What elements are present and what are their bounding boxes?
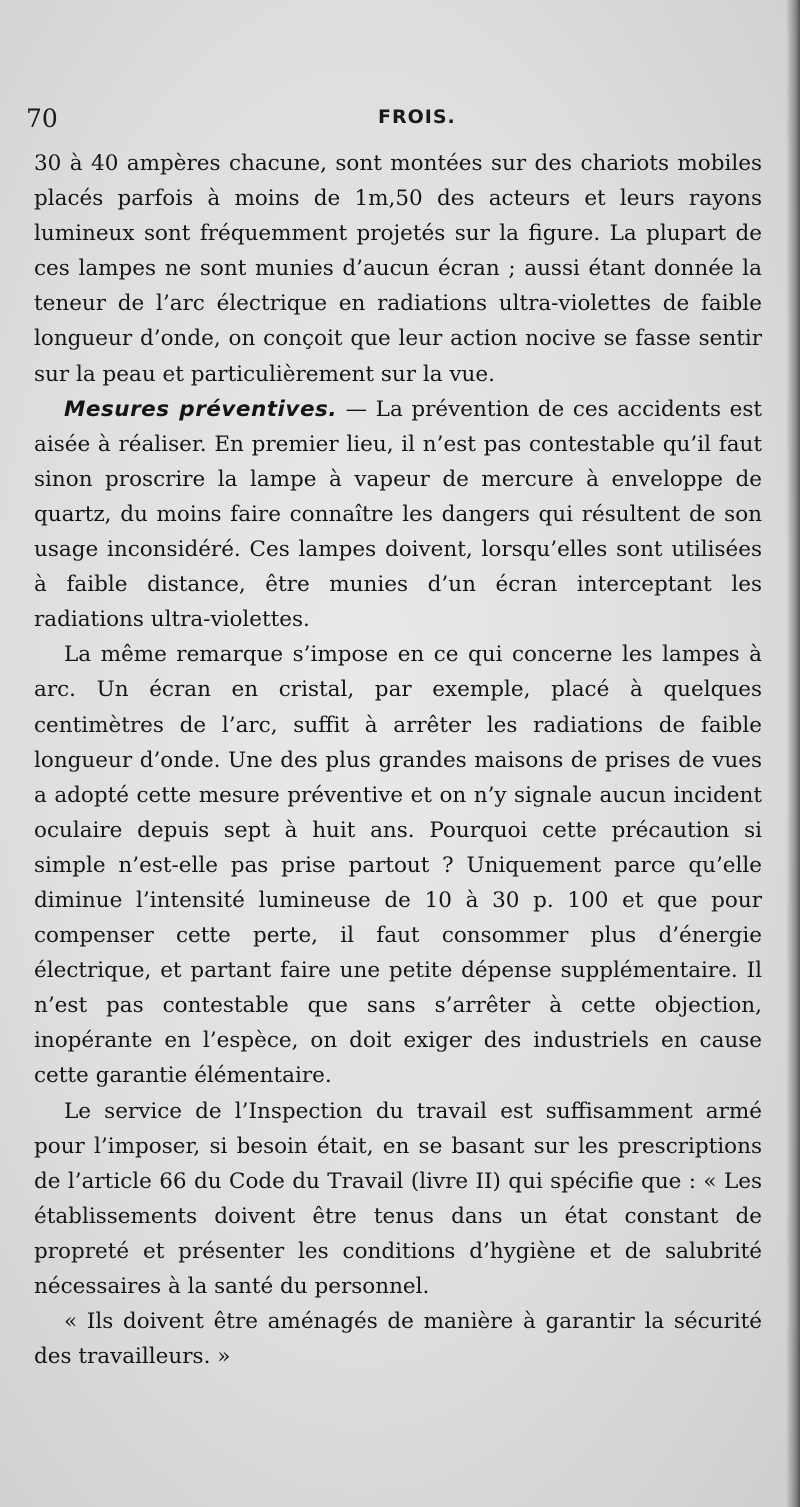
paragraph-text: 30 à 40 ampères chacune, sont montées sur des chariots mobiles placés parfois à moins de 1m,50 des acteurs et leurs rayons lumineux sont fréquemment projetés sur la figure. La plupart de ces lampes ne sont munies d’aucun écran ; aussi étant donnée la teneur de l’arc électrique en radiations ultra-violettes de faible longueur d’onde, on conçoit que leur action nocive se fasse sentir sur la peau et particulièrement sur la vue. <box>34 151 762 387</box>
running-head: FROIS. <box>378 106 456 128</box>
page-edge-shadow <box>786 0 800 1507</box>
paragraph-text: — La prévention de ces accidents est aisée à réaliser. En premier lieu, il n’est pas contestable qu’il faut sinon proscrire la lampe à vapeur de mercure à enveloppe de quartz, du moins faire connaître les dangers qui résultent de son usage inconsidéré. Ces lampes doivent, lorsqu’elles sont utilisées à faible distance, être munies d’un écran interceptant les radiations ultra-violettes. <box>34 396 762 633</box>
section-lead-in: Mesures préventives. <box>64 396 337 422</box>
body-text <box>34 146 762 1374</box>
page-number: 70 <box>26 104 58 133</box>
paragraph-text: Le service de l’Inspection du travail est suffisamment armé pour l’imposer, si besoin était, en se basant sur les prescriptions de l’article 66 du Code du Travail (livre II) qui spécifie que : « Les établissements doivent être tenus dans un état constant de propreté et présenter les conditions d’hygiène et de salubrité nécessaires à la santé du personnel. <box>34 1098 762 1299</box>
paragraph-text: « Ils doivent être aménagés de manière à garantir la sécurité des travailleurs. » <box>34 1309 762 1370</box>
paragraph <box>34 1094 762 1305</box>
page-header <box>26 104 766 138</box>
paragraph-text: La même remarque s’impose en ce qui concerne les lampes à arc. Un écran en cristal, par exemple, placé à quelques centimètres de l’arc, suffit à arrêter les radiations de faible longueur d’onde. Une des plus grandes maisons de prises de vues a adopté cette mesure préventive et on n’y signale aucun incident oculaire depuis sept à huit ans. Pourquoi cette précaution si simple n’est-elle pas prise partout ? Uniquement parce qu’elle diminue l’intensité lumineuse de 10 à 30 p. 100 et que pour compenser cette perte, il faut consommer plus d’énergie électrique, et partant faire une petite dépense supplémentaire. Il n’est pas contestable que sans s’arrêter à cette objection, inopérante en l’espèce, on doit exiger des industriels en cause cette garantie élémentaire. <box>34 642 762 1089</box>
paragraph <box>34 392 762 638</box>
paragraph <box>34 146 762 392</box>
paragraph <box>34 1304 762 1374</box>
paragraph <box>34 637 762 1093</box>
